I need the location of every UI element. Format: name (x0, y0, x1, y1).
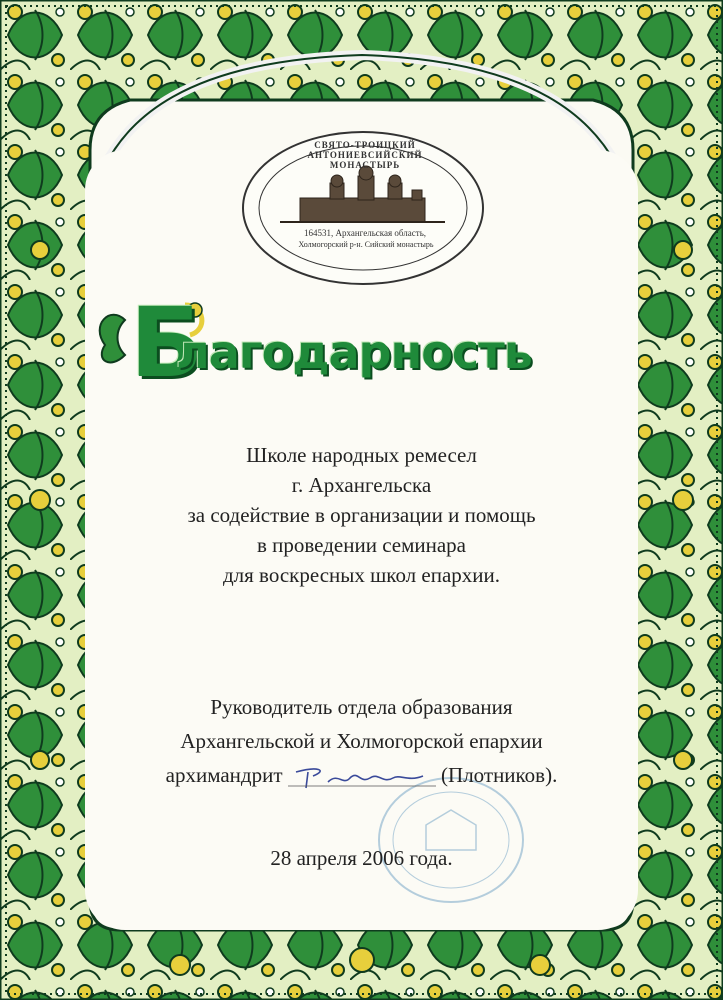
signatory-rank: архимандрит (165, 763, 283, 787)
signatory-line (100, 758, 623, 792)
document-date: 28 апреля 2006 года. (270, 846, 453, 870)
body-line: для воскресных школ епархии. (222, 563, 501, 587)
handwritten-signature (288, 764, 436, 790)
signatory-name: (Плотников). (441, 763, 558, 787)
seal-ring-text: СВЯТО-ТРОИЦКИЙ АНТОНИЕВСИЙСКИЙ МОНАСТЫРЬ (307, 140, 423, 170)
title-initial: Б (130, 287, 204, 399)
round-stamp (376, 775, 526, 905)
body-text (100, 440, 623, 590)
signatory-title-line-1: Руководитель отдела образования (210, 695, 513, 719)
body-line: г. Архангельска (291, 473, 432, 497)
title-text: лагодарность (176, 325, 532, 379)
body-line: Школе народных ремесел (246, 443, 477, 467)
seal-address-line-2: Холмогорский р-н. Сийский монастырь (298, 240, 434, 249)
signatory-title-line-2: Архангельской и Холмогорской епархии (180, 729, 543, 753)
signature-block (100, 690, 623, 792)
body-line: за содействие в организации и помощь (187, 503, 536, 527)
body-line: в проведении семинара (256, 533, 466, 557)
seal-address-line-1: 164531, Архангельская область, (303, 228, 427, 238)
